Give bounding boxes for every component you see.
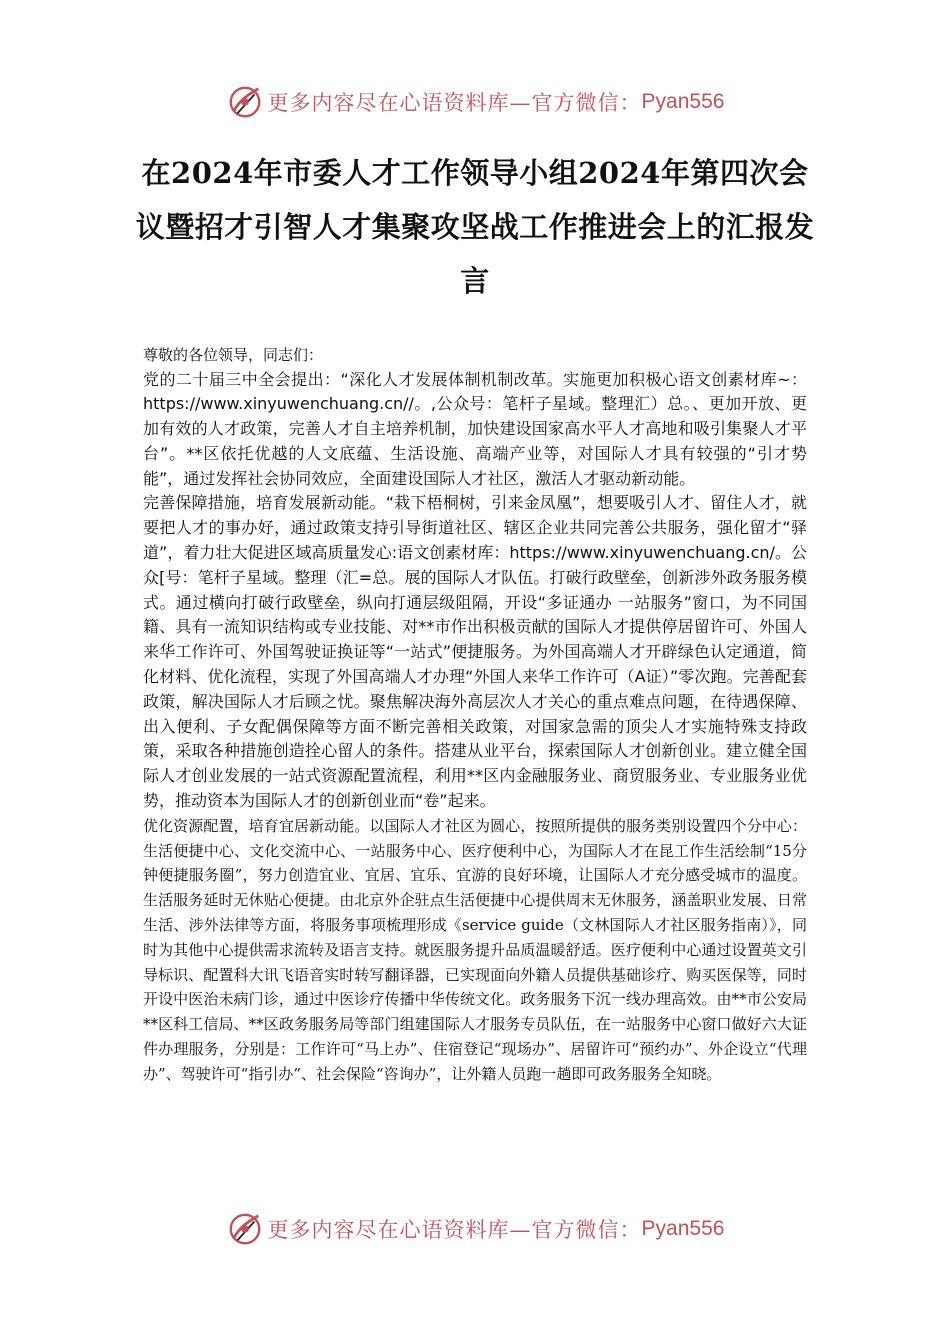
header-banner (0, 80, 950, 124)
salutation: 尊敬的各位领导，同志们： (143, 346, 324, 364)
banner-text: 更多内容尽在心语资料库—官方微信： (267, 91, 642, 115)
paragraph-3: 优化资源配置，培育宜居新动能。以国际人才社区为圆心，按照所提供的服务类别设置四个分中心：生活便捷中心、文化交流中心、一站服务中心、医疗便利中心，为国际人才在昆工作生活绘制“15分钟便捷服务圈”，努力创造宜业、宜居、宜乐、宜游的良好环境，让国际人才充分感受城市的温度。生活服务延时无休贴心便捷。由北京外企驻点生活便捷中心提供周末无休服务，涵盖职业发展、日常生活、涉外法律等方面，将服务事项梳理形成《service guide（文林国际人才社区服务指南）》，同时为其他中心提供需求流转及语言支持。就医服务提升品质温暖舒适。医疗便利中心通过设置英文引导标识、配置科大讯飞语音实时转写翻译器，已实现面向外籍人员提供基础诊疗、购买医保等，同时开设中医治未病门诊，通过中医诊疗传播中华传统文化。政务服务下沉一线办理高效。由**市公安局**区科工信局、**区政务服务局等部门组建国际人才服务专员队伍，在一站服务中心窗口做好六大证件办理服务，分别是：工作许可“马上办”、住宿登记“现场办”、居留许可“预约办”、外企设立“代理办”、驾驶许可“指引办”、社会保险“咨询办”，让外籍人员跑一趟即可政务服务全知晓。 (143, 816, 807, 1083)
pen-swirl-logo-icon (226, 1210, 264, 1248)
footer-banner (0, 1207, 950, 1251)
banner-text: 更多内容尽在心语资料库—官方微信： (267, 1218, 642, 1242)
banner-handle: Pyan556 (641, 90, 725, 113)
paragraph-2: 完善保障措施，培育发展新动能。“栽下梧桐树，引来金凤凰”，想要吸引人才、留住人才，就要把人才的事办好，通过政策支持引导街道社区、辖区企业共同完善公共服务，强化留才“驿道”，着力壮大促进区域高质量发心:语文创素材库：https://www.xinyuwenchuang.cn/。公众[号：笔杆子星域。整理（汇=总。展的国际人才队伍。打破行政壁垒，创新涉外政务服务模式。通过横向打破行政壁垒，纵向打通层级阻隔，开设“多证通办 一站服务”窗口，为不同国籍、具有一流知识结构或专业技能、对**市作出积极贡献的国际人才提供停居留许可、外国人来华工作许可、外国驾驶证换证等“一站式”便捷服务。为外国高端人才开辟绿色认定通道，简化材料、优化流程，实现了外国高端人才办理“外国人来华工作许可（A证）”零次跑。完善配套政策，解决国际人才后顾之忧。聚焦解决海外高层次人才关心的重点难点问题，在待遇保障、出入便利、子女配偶保障等方面不断完善相关政策，对国家急需的顶尖人才实施特殊支持政策，采取各种措施创造拴心留人的条件。搭建从业平台，探索国际人才创新创业。建立健全国际人才创业发展的一站式资源配置流程，利用**区内金融服务业、商贸服务业、专业服务业优势，推动资本为国际人才的创新创业而“卷”起来。 (143, 493, 807, 811)
document-body (143, 343, 807, 1087)
pen-swirl-logo-icon (226, 83, 264, 121)
banner-handle: Pyan556 (641, 1217, 725, 1240)
page-title: 在2024年市委人才工作领导小组2024年第四次会议暨招才引智人才集聚攻坚战工作推进会上的汇报发言 (135, 156, 815, 298)
paragraph-1: 党的二十届三中全会提出：“深化人才发展体制机制改革。实施更加积极心语文创素材库~：https://www.xinyuwenchuang.cn//。,公众号：笔杆子星域。整理汇）总。、更加开放、更加有效的人才政策，完善人才自主培养机制，加快建设国家高水平人才高地和吸引集聚人才平台”。**区依托优越的人文底蕴、生活设施、高端产业等，对国际人才具有较强的“引才势能”，通过发挥社会协同效应，全面建设国际人才社区，激活人才驱动新动能。 (143, 369, 807, 488)
